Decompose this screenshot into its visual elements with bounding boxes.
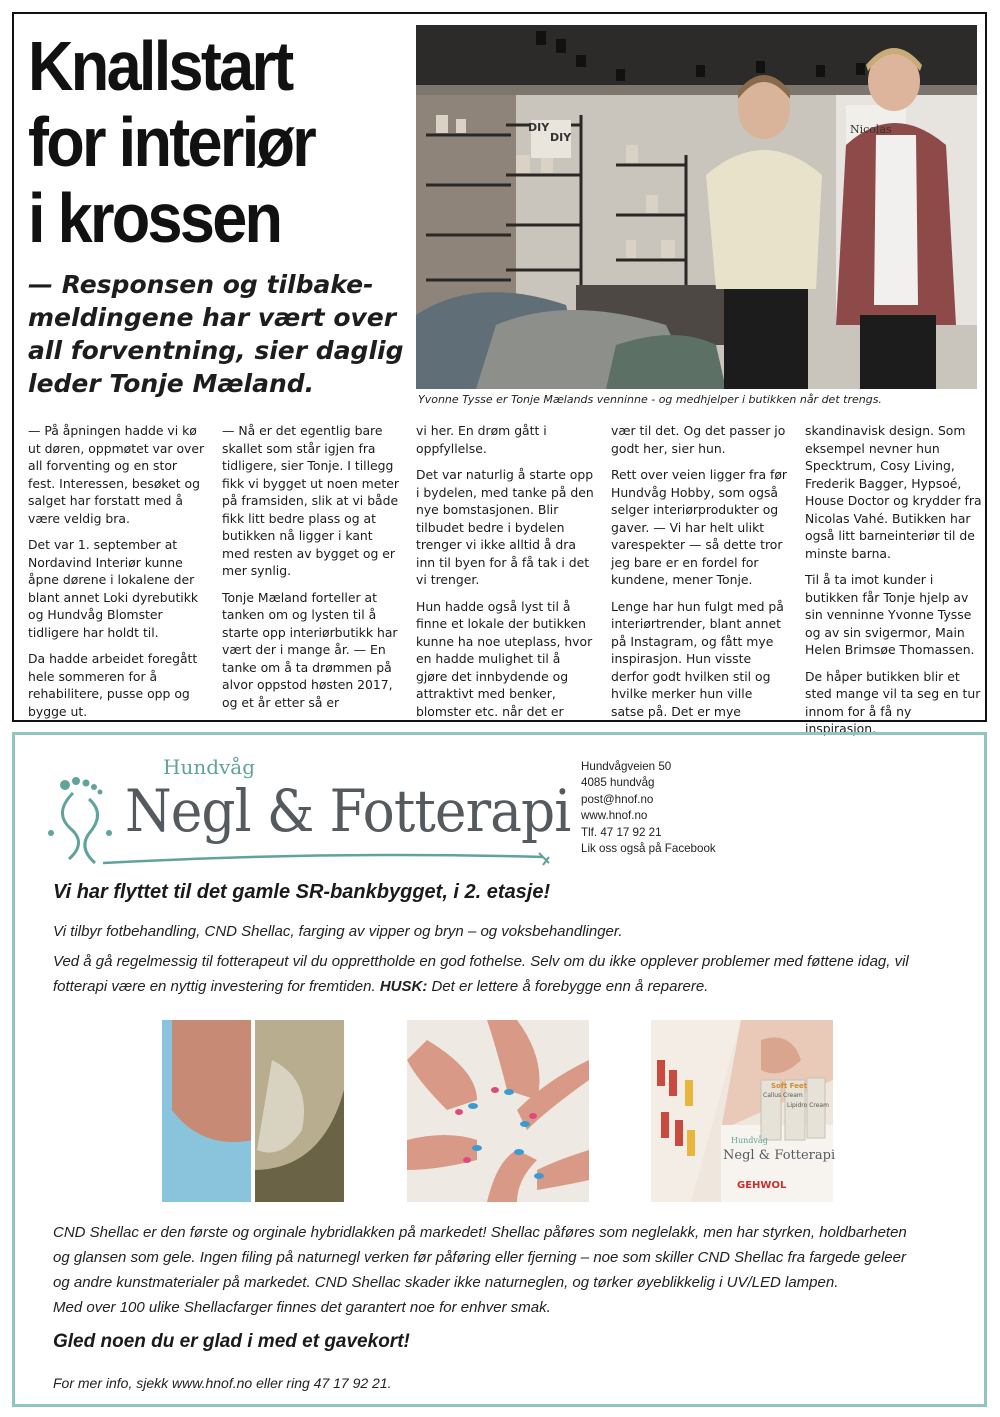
article-column-1 [28, 422, 206, 719]
article-subhead: — Responsen og tilbake- meldingene har vært over all forventning, sier daglig leder Tonje Mæland. [28, 270, 404, 398]
shellac-line: og glansen som gele. Ingen filing på naturnegl verken før påføring eller fjerning – noe som skiller CND Shellac fra fargede geleer [53, 1249, 906, 1266]
collage-logo-main: Negl & Fotterapi [723, 1148, 836, 1163]
husk-text: Det er lettere å forebygge enn å reparere. [431, 978, 709, 995]
store-photo [416, 25, 977, 389]
diy-sign-2: DIY [550, 131, 572, 144]
gift-card-headline: Gled noen du er glad i med et gavekort! [53, 1331, 410, 1352]
logo-main-text: Negl & Fotterapi [125, 777, 571, 845]
article-column-2 [222, 422, 400, 712]
nicolas-sign: Nicolas [850, 123, 892, 136]
collage-logo-small: Hundvåg [731, 1136, 768, 1145]
advertisement [12, 732, 987, 1407]
shellac-text [53, 1220, 963, 1320]
callus-cream-label: Callus Cream [763, 1092, 803, 1099]
paragraph: Lenge har hun fulgt med på interiørtrender, blant annet på Instagram, og fått mye inspirasjon. Hun visste derfor godt hvilken stil og hvilke merker hun ville satse på. Det er mye [611, 598, 784, 719]
paragraph: Hun hadde også lyst til å finne et lokale der butikken kunne ha noe uteplass, hvor en hadde mulighet til å gjøre det innbydende og attraktivt med benker, blomster etc. når det er [416, 598, 593, 719]
email-link[interactable]: post@hnof.no [581, 792, 654, 806]
shellac-line: Med over 100 ulike Shellacfarger finnes det garantert noe for enhver smak. [53, 1299, 551, 1316]
facebook-line: Lik oss også på Facebook [581, 842, 716, 856]
gehwol-label: GEHWOL [737, 1180, 787, 1191]
ad-headline: Vi har flyttet til det gamle SR-bankbygget, i 2. etasje! [53, 881, 551, 903]
photo-caption: Yvonne Tysse er Tonje Mælands venninne - og medhjelper i butikken når det trengs. [418, 393, 882, 406]
services-text: Vi tilbyr fotbehandling, CND Shellac, farging av vipper og bryn – og voksbehandlinger. [53, 923, 623, 940]
address-line: Hundvågveien 50 [581, 760, 672, 773]
paragraph: skandinavisk design. Som eksempel nevner hun Specktrum, Cosy Living, Frederik Bagger, Hypsoé, House Doctor og krydder fra Nicolas Vahé. Butikken har også litt barneinteriør til de minste barna. [805, 423, 982, 561]
soft-feet-label: Soft Feet [771, 1082, 808, 1090]
paragraph: Tonje Mæland forteller at tanken om og lysten til å starte opp interiørbutikk har vært der i mange år. — En tanke om å ta drømmen på alvor oppstod høsten 2017, og et år etter så er [222, 589, 398, 710]
article-headline: Knallstart for interiør i krossen [28, 27, 315, 257]
paragraph: — På åpningen hadde vi kø ut døren, oppmøtet var over all forventing og en stor fest. Interessen, besøket og salget har forstatt med å være veldig bra. [28, 423, 205, 526]
fotterapi-text [53, 949, 963, 999]
paragraph: Det var naturlig å starte opp i bydelen, med tanke på den nye bomstasjonen. Blir tilbudet bedre i bydelen trenger vi ikke alltid å dra inn til byen for å få tak i det vi trenger. [416, 467, 594, 587]
logo-small-text: Hundvåg [163, 755, 256, 779]
article-column-4 [611, 422, 789, 719]
products-collage-image [651, 1020, 836, 1202]
nails-hands-image [407, 1020, 589, 1202]
fotterapi-body: Ved å gå regelmessig til fotterapeut vil du opprettholde en god fothelse. Selv om du ikke opplever problemer med føttene idag, vil fotterapi være en nyttig investering for fremtiden. [53, 953, 909, 995]
husk-label: HUSK: [379, 978, 428, 995]
paragraph: Rett over veien ligger fra før Hundvåg Hobby, som også selger interiørprodukter og gaver. — Vi har helt ulikt varespekter — så dette tror jeg bare er en fordel for kundene, mener Tonje. [611, 467, 788, 587]
paragraph: Det var 1. september at Nordavind Interiør kunne åpne dørene i lokalene der blant annet Loki dyrebutikk og Hundvåg Blomster tidligere har holdt til. [28, 537, 199, 640]
phone-line: Tlf. 47 17 92 21 [581, 825, 662, 839]
diy-sign-1: DIY [528, 121, 550, 134]
paragraph: Da hadde arbeidet foregått hele sommeren for å rehabilitere, pusse opp og bygge ut. [28, 651, 198, 719]
website-link[interactable]: www.hnof.no [581, 809, 648, 823]
paragraph: vær til det. Og det passer jo godt her, sier hun. [611, 423, 786, 456]
logo [43, 751, 571, 869]
feet-before-after-image [162, 1020, 344, 1202]
article [12, 12, 987, 736]
article-column-3 [416, 422, 594, 719]
shellac-line: og andre kunstmaterialer på markedet. CND Shellac skader ikke naturneglen, og tørker øyeblikkelig i UV/LED lampen. [53, 1274, 839, 1291]
lipidro-cream-label: Lipidro Cream [787, 1102, 829, 1109]
logo-underline [103, 851, 553, 869]
contact-info [581, 759, 801, 857]
paragraph: vi her. En drøm gått i oppfyllelse. [416, 423, 547, 456]
article-column-5 [805, 422, 983, 736]
postal-line: 4085 hundvåg [581, 776, 655, 790]
paragraph: — Nå er det egentlig bare skallet som står igjen fra tidligere, sier Tonje. I tillegg fikk vi bygget ut noen meter på framsiden, slik at vi både fikk litt bedre plass og at butikken nå ligger i kant med resten av bygget og er mer synlig. [222, 423, 399, 578]
paragraph: Til å ta imot kunder i butikken får Tonje hjelp av sin venninne Yvonne Tysse og av sin svigermor, Main Helen Brimsøe Thomassen. [805, 572, 975, 657]
shellac-line: CND Shellac er den første og orginale hybridlakken på markedet! Shellac påføres som neglelakk, men har styrken, holdbarheten [53, 1224, 907, 1241]
more-info-text: For mer info, sjekk www.hnof.no eller ring 47 17 92 21. [53, 1375, 392, 1391]
paragraph: De håper butikken blir et sted mange vil ta seg en tur innom for å få ny inspirasjon. [805, 668, 981, 736]
